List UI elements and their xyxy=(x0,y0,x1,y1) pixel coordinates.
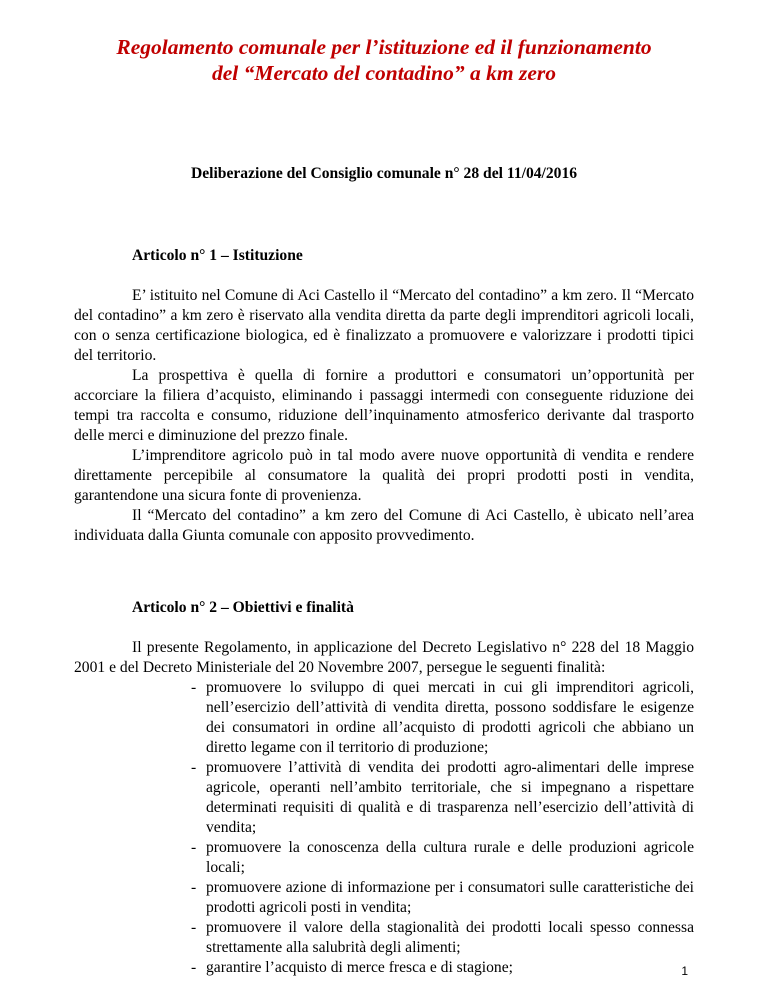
article-2 xyxy=(74,598,694,978)
bullet-dash: - xyxy=(191,919,197,936)
document-title-line-1: Regolamento comunale per l’istituzione ed il funzionamento xyxy=(116,35,652,59)
list-item xyxy=(191,878,694,918)
article-1-paragraph-1: E’ istituito nel Comune di Aci Castello il “Mercato del contadino” a km zero. Il “Mercato del contadino” a km zero è riservato alla vendita diretta da parte degli imprenditori agricoli locali, con o senza certificazione biologica, ed è finalizzato a promuovere e valorizzare i prodotti tipici del territorio. xyxy=(74,287,694,364)
list-item-text: promuovere l’attività di vendita dei prodotti agro-alimentari delle imprese agricole, operanti nell’ambito territoriale, che si impegnano a rispettare determinati requisiti di qualità e di trasparenza nell’esercizio dell’attività di vendita; xyxy=(206,759,694,836)
list-item xyxy=(191,958,694,978)
article-1-body xyxy=(74,286,694,546)
list-item xyxy=(191,838,694,878)
bullet-dash: - xyxy=(191,959,197,976)
list-item-text: promuovere azione di informazione per i consumatori sulle caratteristiche dei prodotti agricoli posti in vendita; xyxy=(206,879,694,916)
bullet-dash: - xyxy=(191,759,197,776)
bullet-dash: - xyxy=(191,879,197,896)
list-item xyxy=(191,918,694,958)
list-item xyxy=(191,758,694,838)
document-title-line-2: del “Mercato del contadino” a km zero xyxy=(212,61,556,85)
bullet-dash: - xyxy=(191,839,197,856)
article-2-bullet-list xyxy=(74,678,694,978)
article-1-heading: Articolo n° 1 – Istituzione xyxy=(132,247,303,264)
list-item-text: promuovere la conoscenza della cultura rurale e delle produzioni agricole locali; xyxy=(206,839,694,876)
article-1-paragraph-4: Il “Mercato del contadino” a km zero del Comune di Aci Castello, è ubicato nell’area individuata dalla Giunta comunale con apposito provvedimento. xyxy=(74,507,694,544)
list-item xyxy=(191,678,694,758)
article-1-paragraph-3: L’imprenditore agricolo può in tal modo avere nuove opportunità di vendita e rendere direttamente percepibile al consumatore la qualità dei propri prodotti posti in vendita, garantendone una sicura fonte di provenienza. xyxy=(74,447,694,504)
article-2-intro: Il presente Regolamento, in applicazione del Decreto Legislativo n° 228 del 18 Maggio 2001 e del Decreto Ministeriale del 20 Novembre 2007, persegue le seguenti finalità: xyxy=(74,639,694,676)
article-1 xyxy=(74,246,694,546)
article-2-body xyxy=(74,638,694,978)
article-1-paragraph-2: La prospettiva è quella di fornire a produttori e consumatori un’opportunità per accorciare la filiera d’acquisto, eliminando i passaggi intermedi con conseguente riduzione dei tempi tra raccolta e consumo, riduzione dell’inquinamento atmosferico derivante dal trasporto delle merci e diminuzione del prezzo finale. xyxy=(74,367,694,444)
deliberation-reference: Deliberazione del Consiglio comunale n° 28 del 11/04/2016 xyxy=(190,165,578,182)
document-title xyxy=(74,34,694,86)
list-item-text: promuovere lo sviluppo di quei mercati in cui gli imprenditori agricoli, nell’esercizio dell’attività di vendita diretta, possono soddisfare le esigenze dei consumatori in ordine all’acquisto di prodotti agricoli che abbiano un diretto legame con il territorio di produzione; xyxy=(206,679,694,756)
article-2-heading: Articolo n° 2 – Obiettivi e finalità xyxy=(132,599,354,616)
page-number: 1 xyxy=(681,964,688,978)
list-item-text: promuovere il valore della stagionalità dei prodotti locali spesso connessa strettamente alla salubrità degli alimenti; xyxy=(206,919,694,956)
list-item-text: garantire l’acquisto di merce fresca e di stagione; xyxy=(206,959,513,976)
bullet-dash: - xyxy=(191,679,197,696)
